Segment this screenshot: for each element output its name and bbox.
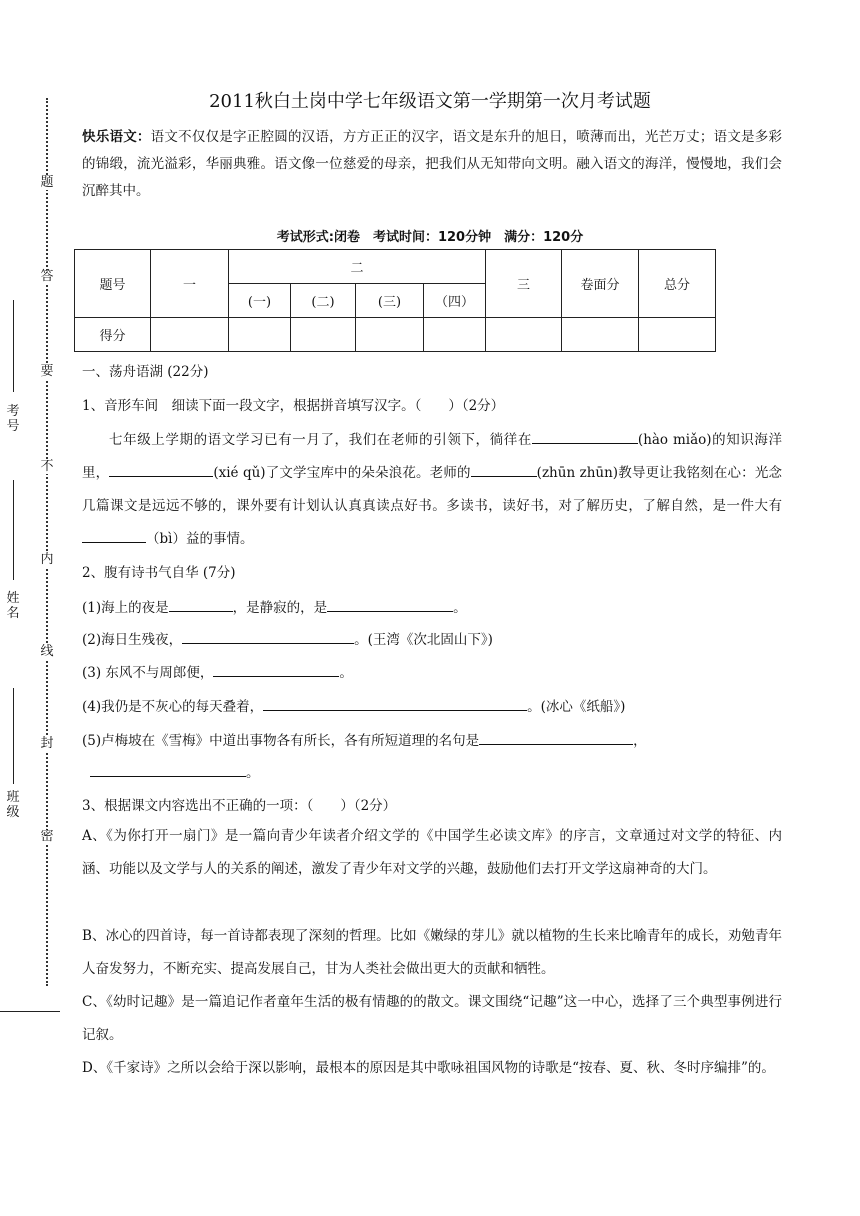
- score-cell[interactable]: [639, 318, 716, 352]
- answer-blank[interactable]: [479, 730, 633, 745]
- score-cell[interactable]: [151, 318, 229, 352]
- poem-line-2: (2)海日生残夜， 。(王湾《次北固山下》): [82, 629, 782, 650]
- answer-blank[interactable]: [109, 462, 213, 477]
- score-cell[interactable]: [229, 318, 291, 352]
- section-heading: 一、荡舟语湖 (22分): [82, 364, 209, 380]
- header-part-3: 三: [486, 250, 562, 318]
- header-part-1: 一: [151, 250, 229, 318]
- answer-blank[interactable]: [263, 696, 527, 711]
- binding-char: 内: [40, 552, 54, 567]
- binding-fill-line: [13, 300, 14, 392]
- binding-char: 答: [40, 269, 54, 284]
- intro-paragraph: [82, 124, 782, 205]
- row-label-score: 得分: [75, 318, 151, 352]
- score-cell[interactable]: [356, 318, 424, 352]
- answer-blank[interactable]: [169, 597, 233, 612]
- score-cell[interactable]: [486, 318, 562, 352]
- header-sub-4: （四）: [424, 284, 486, 318]
- poem-line-1: (1)海上的夜是 ，是静寂的，是 。: [82, 597, 782, 618]
- question-1-stem: 1、音形车间 细读下面一段文字，根据拼音填写汉字。（ ）（2分）: [82, 398, 505, 414]
- header-sub-2: (二): [291, 284, 356, 318]
- option-b: B、冰心的四首诗，每一首诗都表现了深刻的哲理。比如《嫩绿的芽儿》就以植物的生长来比喻青年的成长，劝勉青年人奋发努力，不断充实、提高发展自己，甘为人类社会做出更大的贡献和牺牲。: [82, 928, 782, 977]
- binding-char: 题: [40, 175, 54, 190]
- header-sub-3: (三): [356, 284, 424, 318]
- question-3-stem: 3、根据课文内容选出不正确的一项：（ ）（2分）: [82, 798, 397, 814]
- question-1-passage: 七年级上学期的语文学习已有一月了，我们在老师的引领下，徜徉在 (hào miǎo)的知识海洋里， (xié qǔ)了文学宝库中的朵朵浪花。老师的 (zhūn zhūn)教导更让我铭刻在心：光念几篇课文是远远不够的，课外要有计划认认真真读点好书。多读书，读好书，对了解历史，了解自然，是一件大有（bì）益的事情。: [82, 424, 782, 556]
- header-juanmian: 卷面分: [562, 250, 639, 318]
- binding-fill-line: [13, 688, 14, 784]
- question-2-stem: 2、腹有诗书气自华 (7分): [82, 565, 236, 581]
- poem-line-5: (5)卢梅坡在《雪梅》中道出事物各有所长，各有所短道理的名句是 ，: [82, 730, 782, 751]
- answer-blank[interactable]: [182, 629, 354, 644]
- answer-blank[interactable]: [327, 597, 453, 612]
- page-title: 2011秋白土岗中学七年级语文第一学期第一次月考试题: [209, 91, 651, 112]
- exam-number-label: 考号: [6, 404, 20, 434]
- binding-fill-line: [13, 480, 14, 580]
- header-sub-1: (一): [229, 284, 291, 318]
- score-table: [74, 249, 716, 352]
- option-c: C、《幼时记趣》是一篇追记作者童年生活的极有情趣的的散文。课文围绕“记趣”这一中心，选择了三个典型事例进行记叙。: [82, 994, 782, 1043]
- answer-blank[interactable]: [532, 429, 638, 444]
- answer-blank[interactable]: [471, 462, 537, 477]
- header-tihao: 题号: [75, 250, 151, 318]
- binding-divider: [0, 1011, 60, 1012]
- binding-char: 密: [40, 829, 54, 844]
- answer-blank[interactable]: [213, 662, 339, 677]
- answer-blank[interactable]: [90, 762, 246, 777]
- binding-char: 要: [40, 364, 54, 379]
- name-label: 姓名: [6, 591, 20, 621]
- intro-text: 语文不仅仅是字正腔圆的汉语，方方正正的汉字，语文是东升的旭日，喷薄而出，光芒万丈；语文是多彩的锦缎，流光溢彩，华丽典雅。语文像一位慈爱的母亲，把我们从无知带向文明。融入语文的海洋，慢慢地，我们会沉醉其中。: [82, 129, 783, 199]
- score-cell[interactable]: [562, 318, 639, 352]
- exam-info: 考试形式:闭卷 考试时间：120分钟 满分：120分: [276, 230, 584, 245]
- poem-line-6: 。: [90, 762, 790, 783]
- score-cell[interactable]: [291, 318, 356, 352]
- header-total: 总分: [639, 250, 716, 318]
- option-a: A、《为你打开一扇门》是一篇向青少年读者介绍文学的《中国学生必读文库》的序言，文章通过对文学的特征、内涵、功能以及文学与人的关系的阐述，激发了青少年对文学的兴趣，鼓励他们去打开文学这扇神奇的大门。: [82, 828, 782, 877]
- intro-lead: 快乐语文：: [82, 129, 151, 145]
- poem-line-4: (4)我仍是不灰心的每天叠着， 。(冰心《纸船》): [82, 696, 782, 717]
- answer-blank[interactable]: [82, 528, 146, 543]
- binding-char: 线: [40, 644, 54, 659]
- class-label: 班级: [6, 790, 20, 820]
- binding-char: 不: [40, 459, 54, 474]
- binding-char: 封: [40, 736, 54, 751]
- score-cell[interactable]: [424, 318, 486, 352]
- header-part-2: 二: [229, 250, 486, 284]
- option-d: D、《千家诗》之所以会给于深以影响，最根本的原因是其中歌咏祖国风物的诗歌是“按春、夏、秋、冬时序编排”的。: [82, 1060, 775, 1076]
- poem-line-3: (3) 东风不与周郎便， 。: [82, 662, 782, 683]
